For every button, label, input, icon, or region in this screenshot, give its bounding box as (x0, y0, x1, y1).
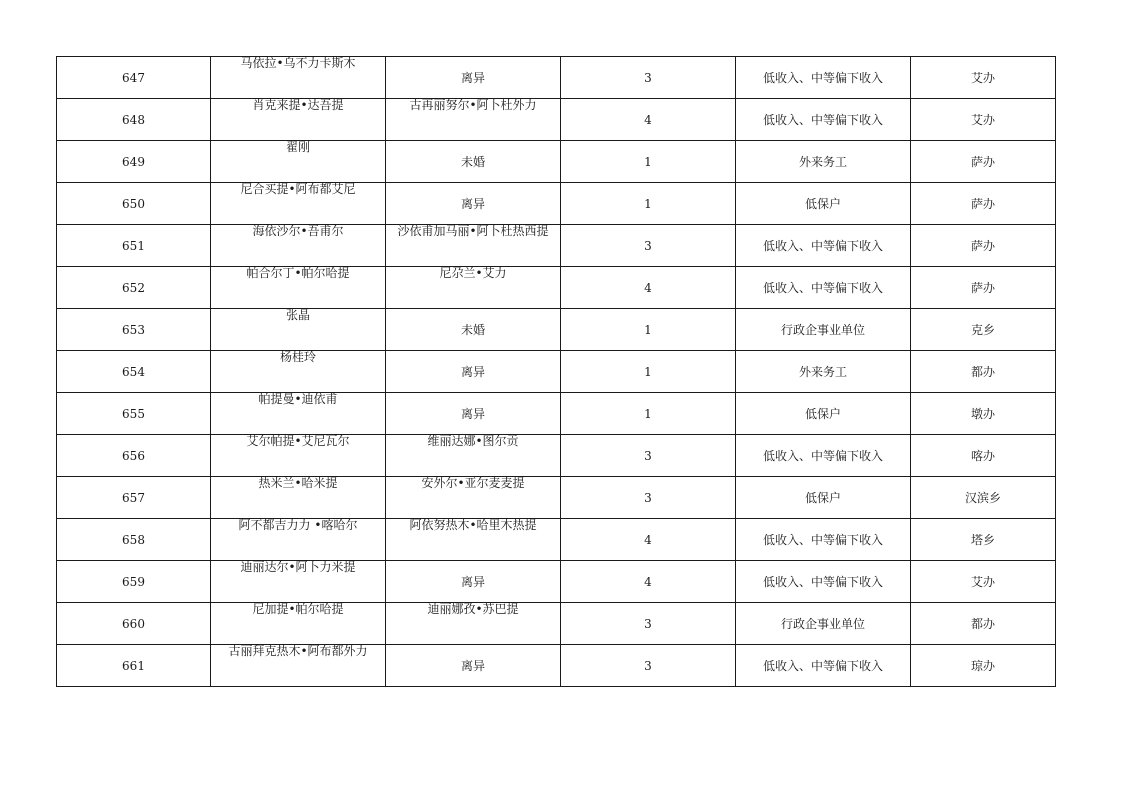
marital-status-cell: 离异 (386, 645, 561, 687)
spouse-name-cell: 沙依甫加马丽•阿卜杜热西提 (386, 225, 561, 267)
row-number-cell: 660 (57, 603, 211, 645)
household-size-cell: 3 (561, 603, 736, 645)
household-category-cell: 低收入、中等偏下收入 (736, 435, 911, 477)
household-category-cell: 低收入、中等偏下收入 (736, 267, 911, 309)
row-number-cell: 647 (57, 57, 211, 99)
table-row (57, 183, 1056, 225)
applicant-name-cell: 阿不都吉力力 •喀哈尔 (211, 519, 386, 561)
office-cell: 萨办 (911, 141, 1056, 183)
marital-status-cell: 未婚 (386, 141, 561, 183)
household-size-cell: 4 (561, 519, 736, 561)
household-category-cell: 低保户 (736, 477, 911, 519)
office-cell: 都办 (911, 351, 1056, 393)
household-size-cell: 3 (561, 435, 736, 477)
household-size-cell: 1 (561, 309, 736, 351)
office-cell: 萨办 (911, 267, 1056, 309)
office-cell: 汉滨乡 (911, 477, 1056, 519)
household-size-cell: 3 (561, 645, 736, 687)
household-category-cell: 外来务工 (736, 351, 911, 393)
applicant-name-cell: 杨桂玲 (211, 351, 386, 393)
row-number-cell: 654 (57, 351, 211, 393)
household-category-cell: 低收入、中等偏下收入 (736, 99, 911, 141)
household-category-cell: 低收入、中等偏下收入 (736, 225, 911, 267)
applicant-name-cell: 迪丽达尔•阿卜力米提 (211, 561, 386, 603)
household-size-cell: 4 (561, 561, 736, 603)
household-size-cell: 3 (561, 57, 736, 99)
household-size-cell: 1 (561, 141, 736, 183)
applicant-name-cell: 翟刚 (211, 141, 386, 183)
household-category-cell: 低收入、中等偏下收入 (736, 519, 911, 561)
office-cell: 克乡 (911, 309, 1056, 351)
row-number-cell: 661 (57, 645, 211, 687)
row-number-cell: 651 (57, 225, 211, 267)
marital-status-cell: 离异 (386, 351, 561, 393)
household-category-cell: 外来务工 (736, 141, 911, 183)
applicant-name-cell: 艾尔帕提•艾尼瓦尔 (211, 435, 386, 477)
household-size-cell: 1 (561, 393, 736, 435)
table-row (57, 267, 1056, 309)
table-row (57, 309, 1056, 351)
table-row (57, 519, 1056, 561)
marital-status-cell: 离异 (386, 561, 561, 603)
table-row (57, 603, 1056, 645)
table-row (57, 141, 1056, 183)
household-size-cell: 1 (561, 351, 736, 393)
table-row (57, 99, 1056, 141)
household-category-cell: 低收入、中等偏下收入 (736, 645, 911, 687)
household-size-cell: 4 (561, 99, 736, 141)
table-row (57, 435, 1056, 477)
office-cell: 萨办 (911, 183, 1056, 225)
office-cell: 萨办 (911, 225, 1056, 267)
marital-status-cell: 离异 (386, 393, 561, 435)
spouse-name-cell: 阿依努热木•哈里木热提 (386, 519, 561, 561)
marital-status-cell: 离异 (386, 57, 561, 99)
applicant-name-cell: 古丽拜克热木•阿布都外力 (211, 645, 386, 687)
applicant-name-cell: 马依拉•乌不力卡斯木 (211, 57, 386, 99)
household-category-cell: 低收入、中等偏下收入 (736, 561, 911, 603)
office-cell: 都办 (911, 603, 1056, 645)
row-number-cell: 658 (57, 519, 211, 561)
office-cell: 喀办 (911, 435, 1056, 477)
table-row (57, 477, 1056, 519)
row-number-cell: 653 (57, 309, 211, 351)
row-number-cell: 659 (57, 561, 211, 603)
household-category-cell: 低保户 (736, 393, 911, 435)
household-category-cell: 低保户 (736, 183, 911, 225)
office-cell: 墩办 (911, 393, 1056, 435)
applicant-table (56, 56, 1056, 687)
household-size-cell: 1 (561, 183, 736, 225)
table-row (57, 645, 1056, 687)
applicant-name-cell: 尼合买提•阿布都艾尼 (211, 183, 386, 225)
applicant-table-body (57, 57, 1056, 687)
row-number-cell: 652 (57, 267, 211, 309)
spouse-name-cell: 古再丽努尔•阿卜杜外力 (386, 99, 561, 141)
household-category-cell: 低收入、中等偏下收入 (736, 57, 911, 99)
row-number-cell: 656 (57, 435, 211, 477)
applicant-name-cell: 帕合尔丁•帕尔哈提 (211, 267, 386, 309)
applicant-name-cell: 肖克来提•达吾提 (211, 99, 386, 141)
household-category-cell: 行政企事业单位 (736, 603, 911, 645)
office-cell: 艾办 (911, 561, 1056, 603)
office-cell: 艾办 (911, 57, 1056, 99)
marital-status-cell: 离异 (386, 183, 561, 225)
housing-applicant-table-page (56, 56, 1055, 687)
household-size-cell: 3 (561, 477, 736, 519)
applicant-name-cell: 海依沙尔•吾甫尔 (211, 225, 386, 267)
marital-status-cell: 未婚 (386, 309, 561, 351)
spouse-name-cell: 维丽达娜•图尔贡 (386, 435, 561, 477)
row-number-cell: 650 (57, 183, 211, 225)
household-category-cell: 行政企事业单位 (736, 309, 911, 351)
table-row (57, 351, 1056, 393)
spouse-name-cell: 尼尕兰•艾力 (386, 267, 561, 309)
office-cell: 塔乡 (911, 519, 1056, 561)
spouse-name-cell: 迪丽娜孜•苏巴提 (386, 603, 561, 645)
household-size-cell: 3 (561, 225, 736, 267)
table-row (57, 225, 1056, 267)
household-size-cell: 4 (561, 267, 736, 309)
applicant-name-cell: 尼加提•帕尔哈提 (211, 603, 386, 645)
applicant-name-cell: 张晶 (211, 309, 386, 351)
spouse-name-cell: 安外尔•亚尔麦麦提 (386, 477, 561, 519)
row-number-cell: 657 (57, 477, 211, 519)
office-cell: 琼办 (911, 645, 1056, 687)
table-row (57, 561, 1056, 603)
applicant-name-cell: 热米兰•哈米提 (211, 477, 386, 519)
row-number-cell: 649 (57, 141, 211, 183)
applicant-name-cell: 帕提曼•迪依甫 (211, 393, 386, 435)
table-row (57, 393, 1056, 435)
table-row (57, 57, 1056, 99)
row-number-cell: 648 (57, 99, 211, 141)
office-cell: 艾办 (911, 99, 1056, 141)
row-number-cell: 655 (57, 393, 211, 435)
